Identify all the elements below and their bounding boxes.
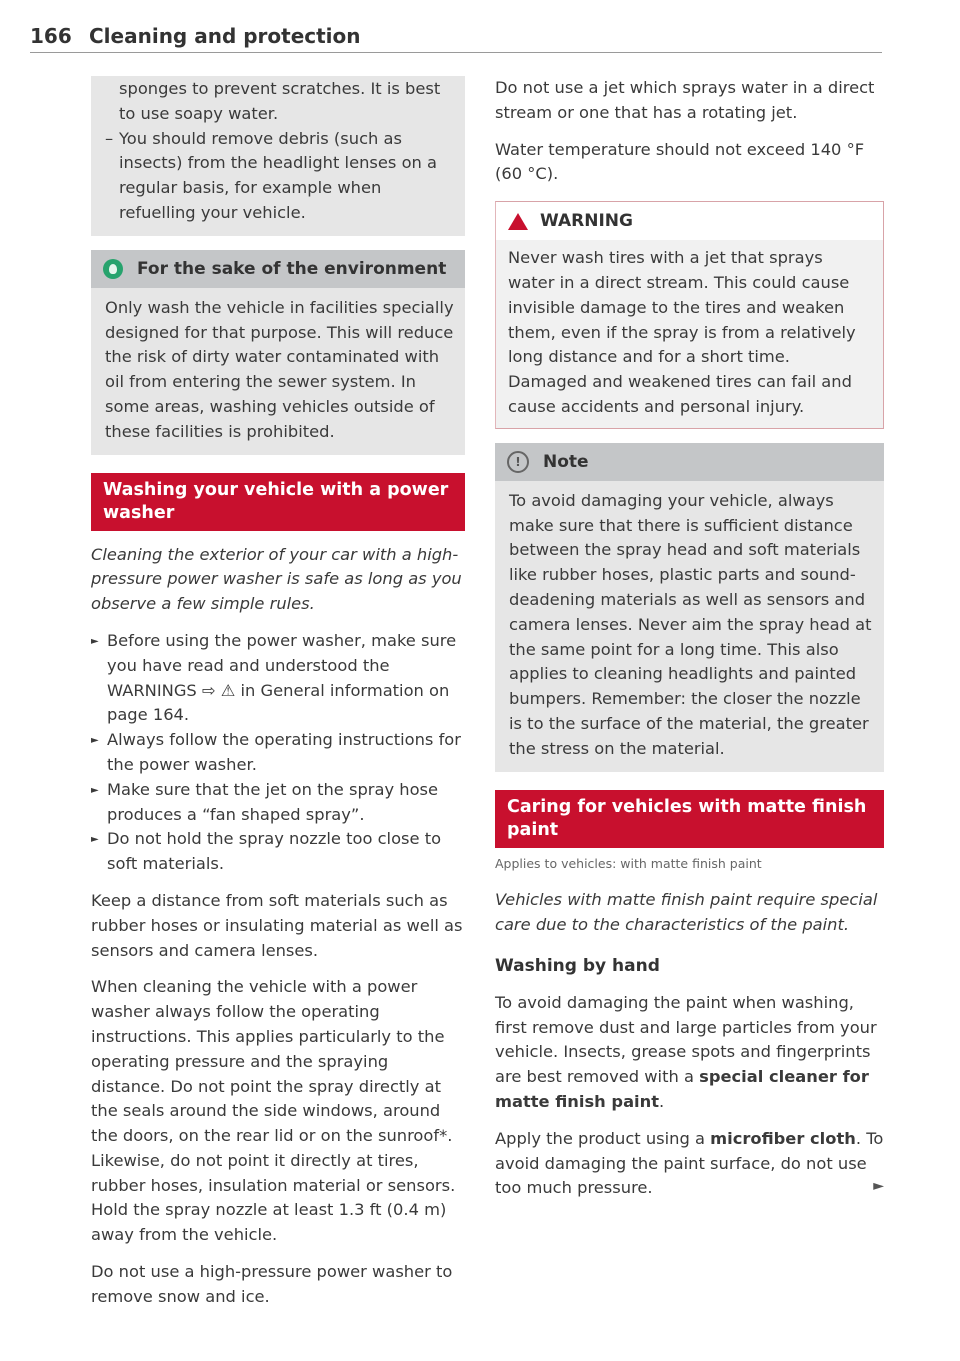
- note-text: To avoid damaging your vehicle, always make sure that there is sufficient distance between the spray head and soft materials like rubber hoses, plastic parts and sound-deadening materials as well as sensors and camera lenses. Never aim the spray head at the same point for a long time. This also applies to cleaning headlights and painted bumpers. Remember: the closer the nozzle is to the surface of the material, the greater the stress on the material.: [509, 490, 872, 758]
- paragraph: To avoid damaging the paint when washing, first remove dust and large particles from your vehicle. Insects, grease spots and fingerprints are best removed with a special cleaner for matte finish paint.: [495, 992, 877, 1111]
- warning-title: WARNING: [540, 211, 633, 232]
- bullet-list: [91, 629, 465, 877]
- note-icon: !: [507, 451, 529, 473]
- section-heading-matte-finish: Caring for vehicles with matte finish paint: [495, 790, 884, 848]
- continued-box: [91, 76, 465, 236]
- left-column: [91, 76, 465, 1310]
- continue-arrow-icon: ►: [873, 1178, 884, 1195]
- paragraph: When cleaning the vehicle with a power washer always follow the operating instructions. This applies particularly to the operating pressure and the spraying distance. Do not point the spray directly at the seals around the side windows, around the doors, on the rear lid or on the sunroof*. Likewise, do not point it directly at tires, rubber hoses, insulation material or sensors. Hold the spray nozzle at least 1.3 ft (0.4 m) away from the vehicle.: [91, 977, 456, 1245]
- subheading: Washing by hand: [495, 955, 660, 976]
- warning-body: [496, 240, 883, 428]
- warning-box: [495, 201, 884, 429]
- wash-text: To avoid damaging the paint when washing, first remove dust and large particles from your vehicle. Insects, grease spots and fingerprints are best removed with a: [495, 992, 877, 1087]
- warning-header: [496, 202, 883, 240]
- environment-box: [91, 250, 465, 455]
- paragraph: Water temperature should not exceed 140 °F (60 °C).: [495, 139, 865, 184]
- applies-to: Applies to vehicles: with matte finish paint: [495, 855, 762, 871]
- warning-text: Never wash tires with a jet that sprays water in a direct stream. This could cause invisible damage to the tires and weaken them, even if the spray is from a relatively long distance and for a short time. Damaged and weakened tires can fail and cause accidents and personal injury.: [508, 248, 856, 416]
- section-intro: Vehicles with matte finish paint require special care due to the characteristics of the paint.: [495, 890, 878, 935]
- list-item: ► Do not hold the spray nozzle too close to soft materials.: [91, 827, 465, 877]
- apply-text-post: To avoid damaging the paint surface, do not use too much pressure.: [495, 1128, 884, 1198]
- note-header: [495, 443, 884, 481]
- environment-icon: [103, 259, 123, 279]
- environment-box-header: [91, 250, 465, 288]
- wash-bold: special cleaner for matte finish paint: [495, 1067, 869, 1111]
- environment-text: Only wash the vehicle in facilities specially designed for that purpose. This will reduce the risk of dirty water contaminated with oil from entering the sewer system. In some areas, washing vehicles outside of these facilities is prohibited.: [105, 297, 454, 441]
- note-body: [495, 481, 884, 772]
- note-box: [495, 443, 884, 772]
- page-number: 166: [30, 24, 72, 48]
- apply-bold: microfiber cloth: [710, 1128, 856, 1148]
- paragraph: Apply the product using a microfiber cloth. To avoid damaging the paint surface, do not use too much pressure. ►: [495, 1128, 884, 1198]
- paragraph: Do not use a high-pressure power washer to remove snow and ice.: [91, 1262, 453, 1306]
- section-heading-power-washer: Washing your vehicle with a power washer: [91, 473, 465, 531]
- list-item: ► Always follow the operating instructions for the power washer.: [91, 728, 465, 778]
- page-header: [30, 22, 882, 53]
- paragraph: Keep a distance from soft materials such as rubber hoses or insulating material as well as sensors and camera lenses.: [91, 890, 463, 960]
- list-item: ► Make sure that the jet on the spray hose produces a “fan shaped spray”.: [91, 778, 465, 828]
- environment-box-body: [91, 288, 465, 455]
- dash-item: – You should remove debris (such as insects) from the headlight lenses on a regular basis, for example when refuelling your vehicle.: [105, 127, 457, 226]
- list-item: ► Before using the power washer, make sure you have read and understood the WARNINGS ⇨ ⚠ in General information on page 164.: [91, 629, 465, 728]
- paragraph: Do not use a jet which sprays water in a direct stream or one that has a rotating jet.: [495, 78, 875, 122]
- continued-text: sponges to prevent scratches. It is best to use soapy water.: [119, 79, 441, 123]
- chapter-title: Cleaning and protection: [89, 24, 361, 48]
- warning-triangle-icon: [508, 213, 528, 230]
- note-title: Note: [543, 451, 589, 472]
- right-column: [495, 76, 884, 1201]
- environment-title: For the sake of the environment: [137, 258, 447, 279]
- apply-text: Apply the product using a: [495, 1128, 705, 1148]
- section-intro: Cleaning the exterior of your car with a high-pressure power washer is safe as long as you observe a few simple rules.: [91, 544, 462, 614]
